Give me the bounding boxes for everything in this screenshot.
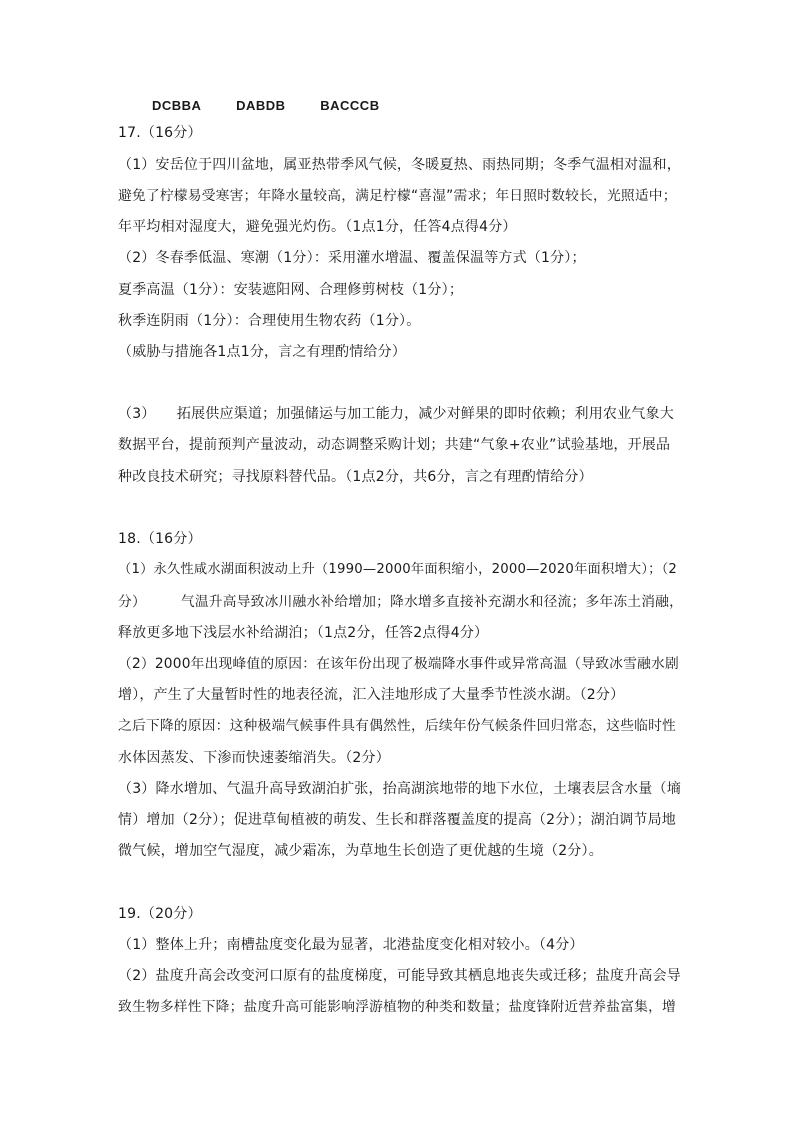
- q19-header: 19.（20分）: [118, 906, 202, 922]
- answer-group-2: DABDB: [236, 98, 286, 113]
- q18-part2-line2: 增），产生了大量暂时性的地表径流，汇入洼地形成了大量季节性淡水湖。（2分）: [118, 687, 625, 703]
- q19-part2-line2: 致生物多样性下降；盐度升高可能影响浮游植物的种类和数量；盐度锋附近营养盐富集，增: [118, 999, 677, 1015]
- q17-part3-line1: （3） 拓展供应渠道；加强储运与加工能力，减少对鲜果的即时依赖；利用农业气象大: [118, 406, 674, 422]
- multiple-choice-answers: [152, 98, 380, 113]
- q18-part2-line4: 水体因蒸发、下渗而快速萎缩消失。（2分）: [118, 750, 390, 766]
- q19-part2-line1: （2）盐度升高会改变河口原有的盐度梯度，可能导致其栖息地丧失或迁移；盐度升高会导: [118, 968, 681, 984]
- q18-part2-line1: （2）2000年出现峰值的原因：在该年份出现了极端降水事件或异常高温（导致冰雪融水剧: [118, 656, 679, 672]
- q17-part3-line3: 种改良技术研究；寻找原料替代品。（1点2分，共6分，言之有理酌情给分）: [118, 469, 593, 485]
- q17-part1-line1: （1）安岳位于四川盆地，属亚热带季风气候，冬暖夏热、雨热同期；冬季气温相对温和，: [118, 157, 681, 173]
- answer-group-1: DCBBA: [152, 98, 202, 113]
- q18-part3-line2: 情）增加（2分）；促进草甸植被的萌发、生长和群落覆盖度的提高（2分）；湖泊调节局地: [118, 812, 677, 828]
- q17-part1-line3: 年平均相对湿度大，避免强光灼伤。（1点1分，任答4点得4分）: [118, 219, 517, 235]
- q18-header: 18.（16分）: [118, 531, 202, 547]
- q17-part3-line2: 数据平台，提前预判产量波动，动态调整采购计划；共建“气象+农业”试验基地，开展品: [118, 437, 671, 453]
- q17-part2-line1: （2）冬春季低温、寒潮（1分）：采用灌水增温、覆盖保温等方式（1分）；: [118, 250, 586, 266]
- q17-part1-line2: 避免了柠檬易受寒害；年降水量较高，满足柠檬“喜湿”需求；年日照时数较长，光照适中；: [118, 188, 677, 204]
- q18-part1-line1: （1）永久性咸水湖面积波动上升（1990—2000年面积缩小，2000—2020年面积增大）；（2: [118, 562, 678, 577]
- q18-part1-line3: 释放更多地下浅层水补给湖泊；（1点2分，任答2点得4分）: [118, 625, 489, 641]
- q19-part1: （1）整体上升；南槽盐度变化最为显著，北港盐度变化相对较小。（4分）: [118, 937, 584, 953]
- q17-header: 17.（16分）: [118, 125, 202, 141]
- q18-part1-line2: 分） 气温升高导致冰川融水补给增加；降水增多直接补充湖水和径流；多年冻土消融，: [118, 594, 684, 610]
- q17-part2-line2: 夏季高温（1分）：安装遮阳网、合理修剪树枝（1分）；: [118, 282, 464, 298]
- answer-group-3: BACCCB: [320, 98, 380, 113]
- q17-part2-line3: 秋季连阴雨（1分）：合理使用生物农药（1分）。: [118, 313, 421, 329]
- q17-part2-note: （威胁与措施各1点1分，言之有理酌情给分）: [118, 344, 407, 360]
- q18-part3-line1: （3）降水增加、气温升高导致湖泊扩张，抬高湖滨地带的地下水位，土壤表层含水量（墒: [118, 781, 681, 797]
- q18-part2-line3: 之后下降的原因：这种极端气候事件具有偶然性，后续年份气候条件回归常态，这些临时性: [118, 718, 677, 734]
- q18-part3-line3: 微气候，增加空气湿度，减少霜冻，为草地生长创造了更优越的生境（2分）。: [118, 843, 603, 859]
